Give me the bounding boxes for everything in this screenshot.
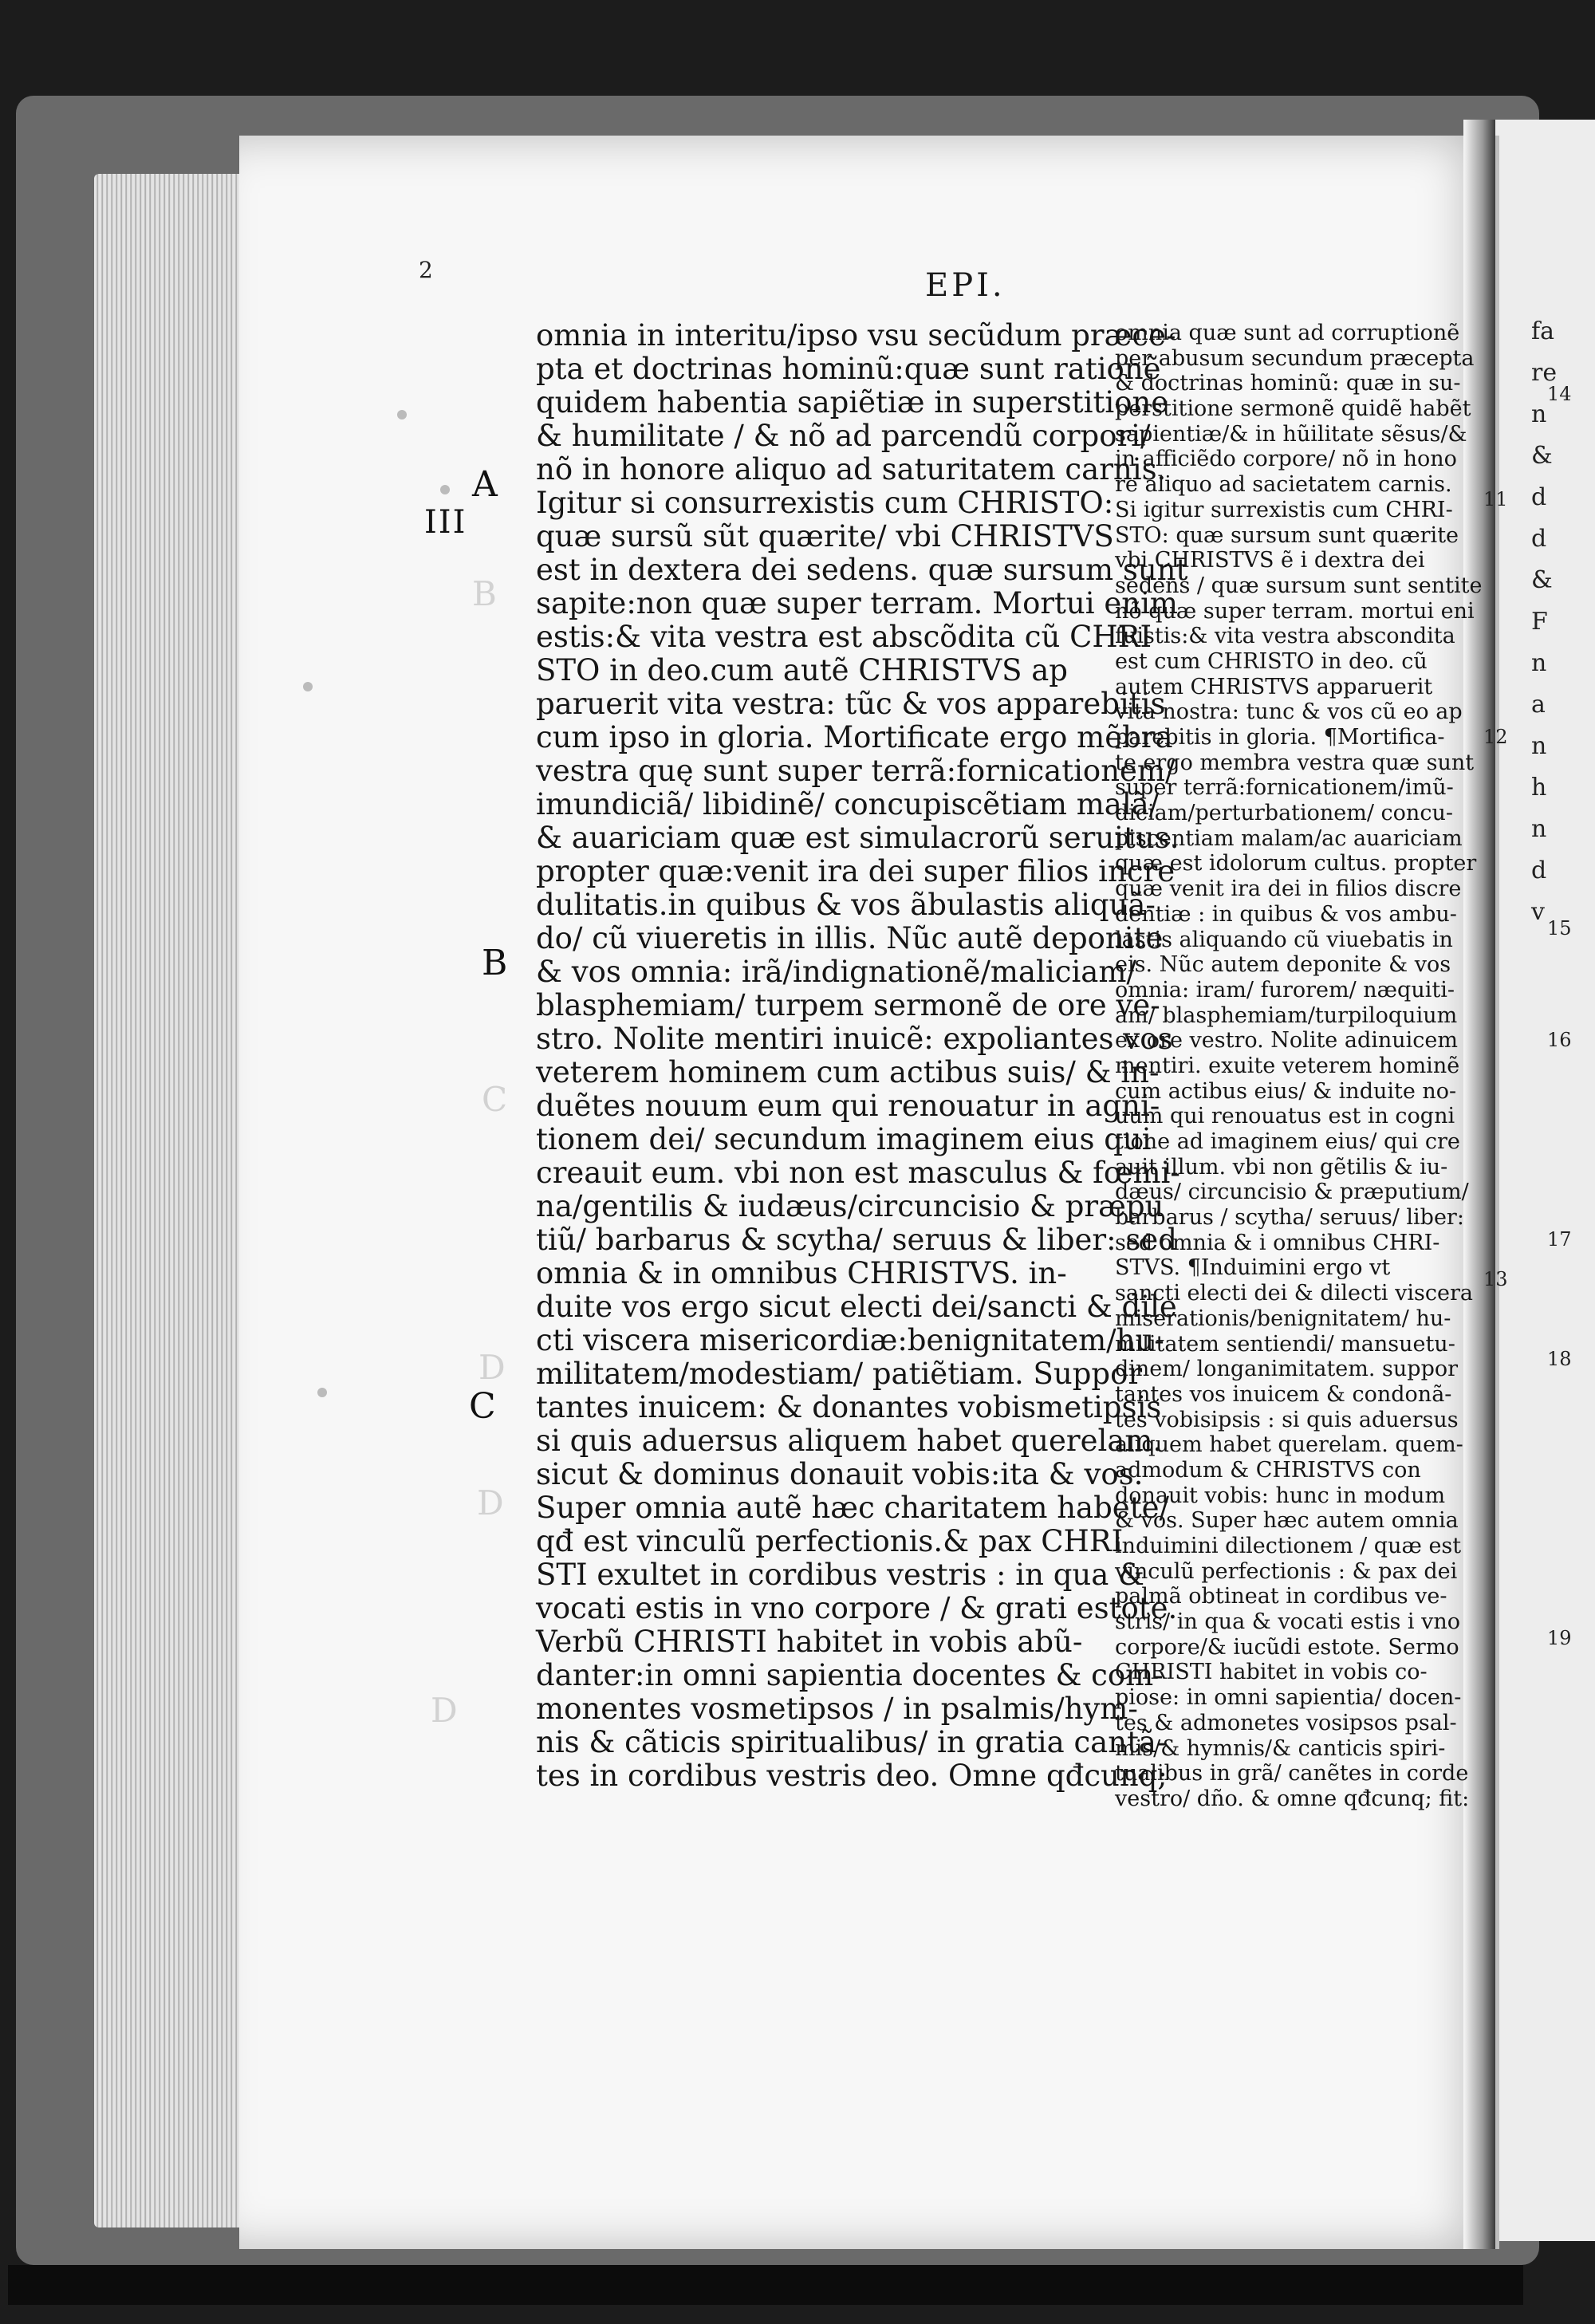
text-line: CHRISTI habitet in vobis co- bbox=[1115, 1660, 1428, 1685]
text-line: tantes vos inuicem & condonã- bbox=[1115, 1381, 1452, 1407]
text-line: veterem hominem cum actibus suis/ & in- bbox=[536, 1055, 1160, 1089]
edge-fragment: v bbox=[1531, 898, 1545, 926]
facing-verse-number: 15 bbox=[1547, 917, 1572, 939]
text-line: tiũ/ barbarus & scytha/ seruus & liber: sed bbox=[536, 1223, 1177, 1257]
edge-fragment: re bbox=[1531, 359, 1558, 387]
text-line: piose: in omni sapientia/ docen- bbox=[1115, 1685, 1462, 1711]
page-speck bbox=[440, 485, 450, 494]
facing-verse-number: 14 bbox=[1547, 383, 1572, 405]
text-line: autem CHRISTVS apparuerit bbox=[1115, 674, 1433, 699]
text-line: vocati estis in vno corpore / & grati estote. bbox=[536, 1591, 1178, 1625]
edge-fragment: & bbox=[1531, 442, 1553, 470]
text-line: lastis aliquando cũ viuebatis in bbox=[1115, 927, 1453, 952]
faded-letter: D bbox=[477, 1483, 504, 1522]
text-line: monentes vosmetipsos / in psalmis/hym- bbox=[536, 1692, 1138, 1726]
page-speck bbox=[397, 410, 407, 420]
text-line: Si igitur surrexistis cum CHRI- bbox=[1115, 497, 1453, 522]
text-line: eis. Nũc autem deponite & vos bbox=[1115, 952, 1451, 978]
text-line: tione ad imaginem eius/ qui cre bbox=[1115, 1129, 1460, 1154]
text-line: STO in deo.cum autẽ CHRISTVS ap bbox=[536, 653, 1068, 687]
edge-fragment: h bbox=[1531, 774, 1547, 802]
text-line: STVS. ¶Induimini ergo vt bbox=[1115, 1255, 1391, 1281]
text-line: stro. Nolite mentiri inuicẽ: expoliantes vos bbox=[536, 1022, 1173, 1056]
facing-verse-number: 16 bbox=[1547, 1029, 1572, 1051]
facing-verse-number: 17 bbox=[1547, 1228, 1572, 1251]
text-line: induimini dilectionem / quæ est bbox=[1115, 1534, 1462, 1558]
text-line: & doctrinas hominũ: quæ in su- bbox=[1115, 371, 1461, 396]
text-line: est cum CHRISTO in deo. cũ bbox=[1115, 648, 1428, 674]
text-line: re aliquo ad sacietatem carnis. bbox=[1115, 472, 1452, 498]
text-line: omnia: iram/ furorem/ næquiti- bbox=[1115, 977, 1455, 1002]
text-line: militatem/modestiam/ patiẽtiam. Suppor bbox=[536, 1357, 1143, 1391]
text-line: sed omnia & i omnibus CHRI- bbox=[1115, 1230, 1440, 1255]
edge-fragment: d bbox=[1531, 857, 1547, 884]
edge-fragment: a bbox=[1531, 691, 1546, 719]
text-line: pta et doctrinas hominũ:quæ sunt rationẽ bbox=[536, 352, 1161, 386]
text-line: uum qui renouatus est in cogni bbox=[1115, 1104, 1455, 1129]
text-line: donauit vobis: hunc in modum bbox=[1115, 1483, 1446, 1508]
text-line: & humilitate / & nõ ad parcendũ corpori/ bbox=[536, 419, 1151, 453]
text-line: super terrã:fornicationem/imũ- bbox=[1115, 775, 1454, 801]
left-column-text bbox=[536, 319, 1187, 1793]
edge-fragment: d bbox=[1531, 525, 1547, 553]
text-line: propter quæ:venit ira dei super filios incre bbox=[536, 854, 1176, 888]
text-line: sedens / quæ sursum sunt sentite bbox=[1115, 573, 1483, 598]
text-line: piscentiam malam/ac auariciam bbox=[1115, 825, 1463, 851]
text-line: vita nostra: tunc & vos cũ eo ap bbox=[1115, 699, 1463, 725]
text-line: palmã obtineat in cordibus ve- bbox=[1115, 1584, 1447, 1609]
text-line: nõ in honore aliquo ad saturitatem carnis. bbox=[536, 452, 1167, 486]
text-line: aliquem habet querelam. quem- bbox=[1115, 1432, 1463, 1458]
text-line: vbi CHRISTVS ẽ i dextra dei bbox=[1115, 548, 1425, 573]
text-line: creauit eum. vbi non est masculus & fœmi- bbox=[536, 1156, 1180, 1190]
text-line: tes in cordibus vestris deo. Omne qđcunq; bbox=[536, 1759, 1168, 1793]
running-head: EPI. bbox=[925, 267, 1006, 304]
text-line: quæ sursũ sũt quærite/ vbi CHRISTVS bbox=[536, 519, 1114, 553]
text-line: tionem dei/ secundum imaginem eius qui bbox=[536, 1122, 1152, 1156]
text-line: omnia & in omnibus CHRISTVS. in- bbox=[536, 1256, 1067, 1290]
text-line: quæ est idolorum cultus. propter bbox=[1115, 851, 1477, 876]
page-edges bbox=[94, 174, 246, 2227]
edge-fragment: n bbox=[1531, 400, 1547, 428]
text-line: barbarus / scytha/ seruus/ liber: bbox=[1115, 1205, 1464, 1231]
text-line: STI exultet in cordibus vestris : in qua & bbox=[536, 1558, 1144, 1592]
text-line: admodum & CHRISTVS con bbox=[1115, 1457, 1421, 1483]
text-line: tes & admonetes vosipsos psal- bbox=[1115, 1710, 1457, 1735]
margin-letter-b: B bbox=[482, 943, 508, 983]
text-line: Super omnia autẽ hæc charitatem habete/ bbox=[536, 1491, 1169, 1525]
text-line: Igitur si consurrexistis cum CHRISTO: bbox=[536, 486, 1114, 520]
text-line: nõ quæ super terram. mortui eni bbox=[1115, 598, 1475, 624]
text-line: te ergo membra vestra quæ sunt bbox=[1115, 750, 1475, 775]
text-line: dinem/ longanimitatem. suppor bbox=[1115, 1357, 1459, 1382]
text-line: nis & cãticis spiritualibus/ in gratia cantã- bbox=[536, 1725, 1167, 1759]
verse-number: 13 bbox=[1483, 1268, 1508, 1290]
facing-verse-number: 19 bbox=[1547, 1627, 1572, 1649]
chapter-marker: III bbox=[424, 504, 467, 541]
verse-number: 11 bbox=[1483, 488, 1508, 510]
text-line: auit illum. vbi non gẽtilis & iu- bbox=[1115, 1154, 1448, 1180]
faded-letter: D bbox=[478, 1348, 506, 1387]
edge-fragment: n bbox=[1531, 815, 1547, 843]
text-line: dentiæ : in quibus & vos ambu- bbox=[1115, 901, 1457, 927]
text-line: sicut & dominus donauit vobis:ita & vos. bbox=[536, 1457, 1144, 1491]
text-line: corpore/& iucũdi estote. Sermo bbox=[1115, 1634, 1459, 1660]
facing-verse-number: 18 bbox=[1547, 1348, 1572, 1370]
text-line: cum ipso in gloria. Mortificate ergo mẽbra bbox=[536, 720, 1173, 754]
text-line: diciam/perturbationem/ concu- bbox=[1115, 801, 1453, 826]
text-line: mentiri. exuite veterem hominẽ bbox=[1115, 1053, 1460, 1078]
text-line: quidem habentia sapiẽtiæ in superstitione bbox=[536, 385, 1169, 420]
text-line: qđ est vinculũ perfectionis.& pax CHRI bbox=[536, 1524, 1124, 1558]
text-line: blasphemiam/ turpem sermonẽ de ore ve- bbox=[536, 988, 1160, 1022]
text-line: do/ cũ viueretis in illis. Nũc autẽ deponite bbox=[536, 921, 1164, 955]
text-line: dæus/ circuncisio & præputium/ bbox=[1115, 1180, 1469, 1205]
text-line: mis/& hymnis/& canticis spiri- bbox=[1115, 1735, 1446, 1761]
text-line: paruerit vita vestra: tũc & vos apparebitis bbox=[536, 687, 1166, 721]
text-line: duite vos ergo sicut electi dei/sancti & dile bbox=[536, 1290, 1177, 1324]
text-line: vinculũ perfectionis : & pax dei bbox=[1115, 1558, 1458, 1584]
text-line: Verbũ CHRISTI habitet in vobis abũ- bbox=[536, 1625, 1083, 1659]
text-line: in afficiẽdo corpore/ nõ in hono bbox=[1115, 447, 1457, 472]
faded-letter: C bbox=[482, 1080, 508, 1119]
edge-fragment: F bbox=[1531, 608, 1548, 636]
text-line: omnia quæ sunt ad corruptionẽ bbox=[1115, 321, 1460, 345]
text-line: per abusum secundum præcepta bbox=[1115, 345, 1475, 371]
text-line: am/ blasphemiam/turpiloquium bbox=[1115, 1002, 1458, 1028]
text-line: miserationis/benignitatem/ hu- bbox=[1115, 1306, 1451, 1331]
margin-letter-a: A bbox=[472, 464, 498, 505]
faded-letter: D bbox=[431, 1691, 458, 1730]
text-line: militatem sentiendi/ mansuetu- bbox=[1115, 1331, 1455, 1357]
page-speck bbox=[303, 682, 313, 691]
text-line: cum actibus eius/ & induite no- bbox=[1115, 1078, 1457, 1104]
margin-letter-c: C bbox=[469, 1386, 496, 1427]
edge-fragment: n bbox=[1531, 649, 1547, 677]
text-line: parebitis in gloria. ¶Mortifica- bbox=[1115, 725, 1445, 750]
text-line: duẽtes nouum eum qui renouatur in agni- bbox=[536, 1089, 1160, 1123]
text-line: tes vobisipsis : si quis aduersus bbox=[1115, 1407, 1459, 1432]
text-line: & vos. Super hæc autem omnia bbox=[1115, 1508, 1459, 1534]
text-line: si quis aduersus aliquem habet querelam. bbox=[536, 1424, 1163, 1458]
text-line: tantes inuicem: & donantes vobismetipsis bbox=[536, 1390, 1162, 1424]
text-line: est in dextera dei sedens. quæ sursum sunt bbox=[536, 553, 1188, 587]
text-line: sancti electi dei & dilecti viscera bbox=[1115, 1281, 1473, 1306]
table-shadow bbox=[8, 2265, 1523, 2305]
text-line: sapite:non quæ super terram. Mortui enim bbox=[536, 586, 1178, 620]
text-line: STO: quæ sursum sunt quærite bbox=[1115, 522, 1459, 548]
text-line: sapientiæ/& in hũilitate sẽsus/& bbox=[1115, 421, 1467, 447]
text-line: danter:in omni sapientia docentes & com- bbox=[536, 1658, 1164, 1692]
text-line: vestro/ dño. & omne qđcunq; fit: bbox=[1115, 1786, 1470, 1811]
verse-number: 12 bbox=[1483, 726, 1508, 748]
right-column-text bbox=[1115, 321, 1482, 1812]
text-line: cti viscera misericordiæ:benignitatem/hu- bbox=[536, 1323, 1164, 1357]
faded-letter: B bbox=[472, 574, 497, 613]
text-line: imundiciã/ libidinẽ/ concupiscẽtiam malã/ bbox=[536, 787, 1160, 821]
text-line: estis:& vita vestra est abscõdita cũ CHRI bbox=[536, 620, 1152, 654]
text-line: quæ venit ira dei in filios discre bbox=[1115, 876, 1462, 902]
text-line: & auariciam quæ est simulacrorũ seruitus. bbox=[536, 821, 1180, 855]
edge-fragment: n bbox=[1531, 732, 1547, 760]
page-speck bbox=[317, 1388, 327, 1397]
text-line: stris/ in qua & vocati estis i vno bbox=[1115, 1609, 1461, 1635]
edge-fragment: fa bbox=[1531, 317, 1554, 345]
text-line: omnia in interitu/ipso vsu secũdum præce- bbox=[536, 318, 1176, 353]
edge-fragment: & bbox=[1531, 566, 1553, 594]
text-line: & vos omnia: irã/indignationẽ/maliciam/ bbox=[536, 955, 1136, 989]
text-line: ex ore vestro. Nolite adinuicem bbox=[1115, 1028, 1458, 1054]
edge-fragment: d bbox=[1531, 483, 1547, 511]
text-line: perstitione sermonẽ quidẽ habẽt bbox=[1115, 396, 1471, 422]
folio-number: 2 bbox=[419, 257, 433, 283]
text-line: fuistis:& vita vestra abscondita bbox=[1115, 624, 1455, 649]
text-line: tualibus in grã/ canẽtes in corde bbox=[1115, 1761, 1469, 1786]
text-line: na/gentilis & iudæus/circuncisio & præpu bbox=[536, 1189, 1164, 1223]
text-line: dulitatis.in quibus & vos ãbulastis aliquã- bbox=[536, 888, 1156, 922]
text-line: vestra quę sunt super terrã:fornicationem/ bbox=[536, 754, 1176, 788]
